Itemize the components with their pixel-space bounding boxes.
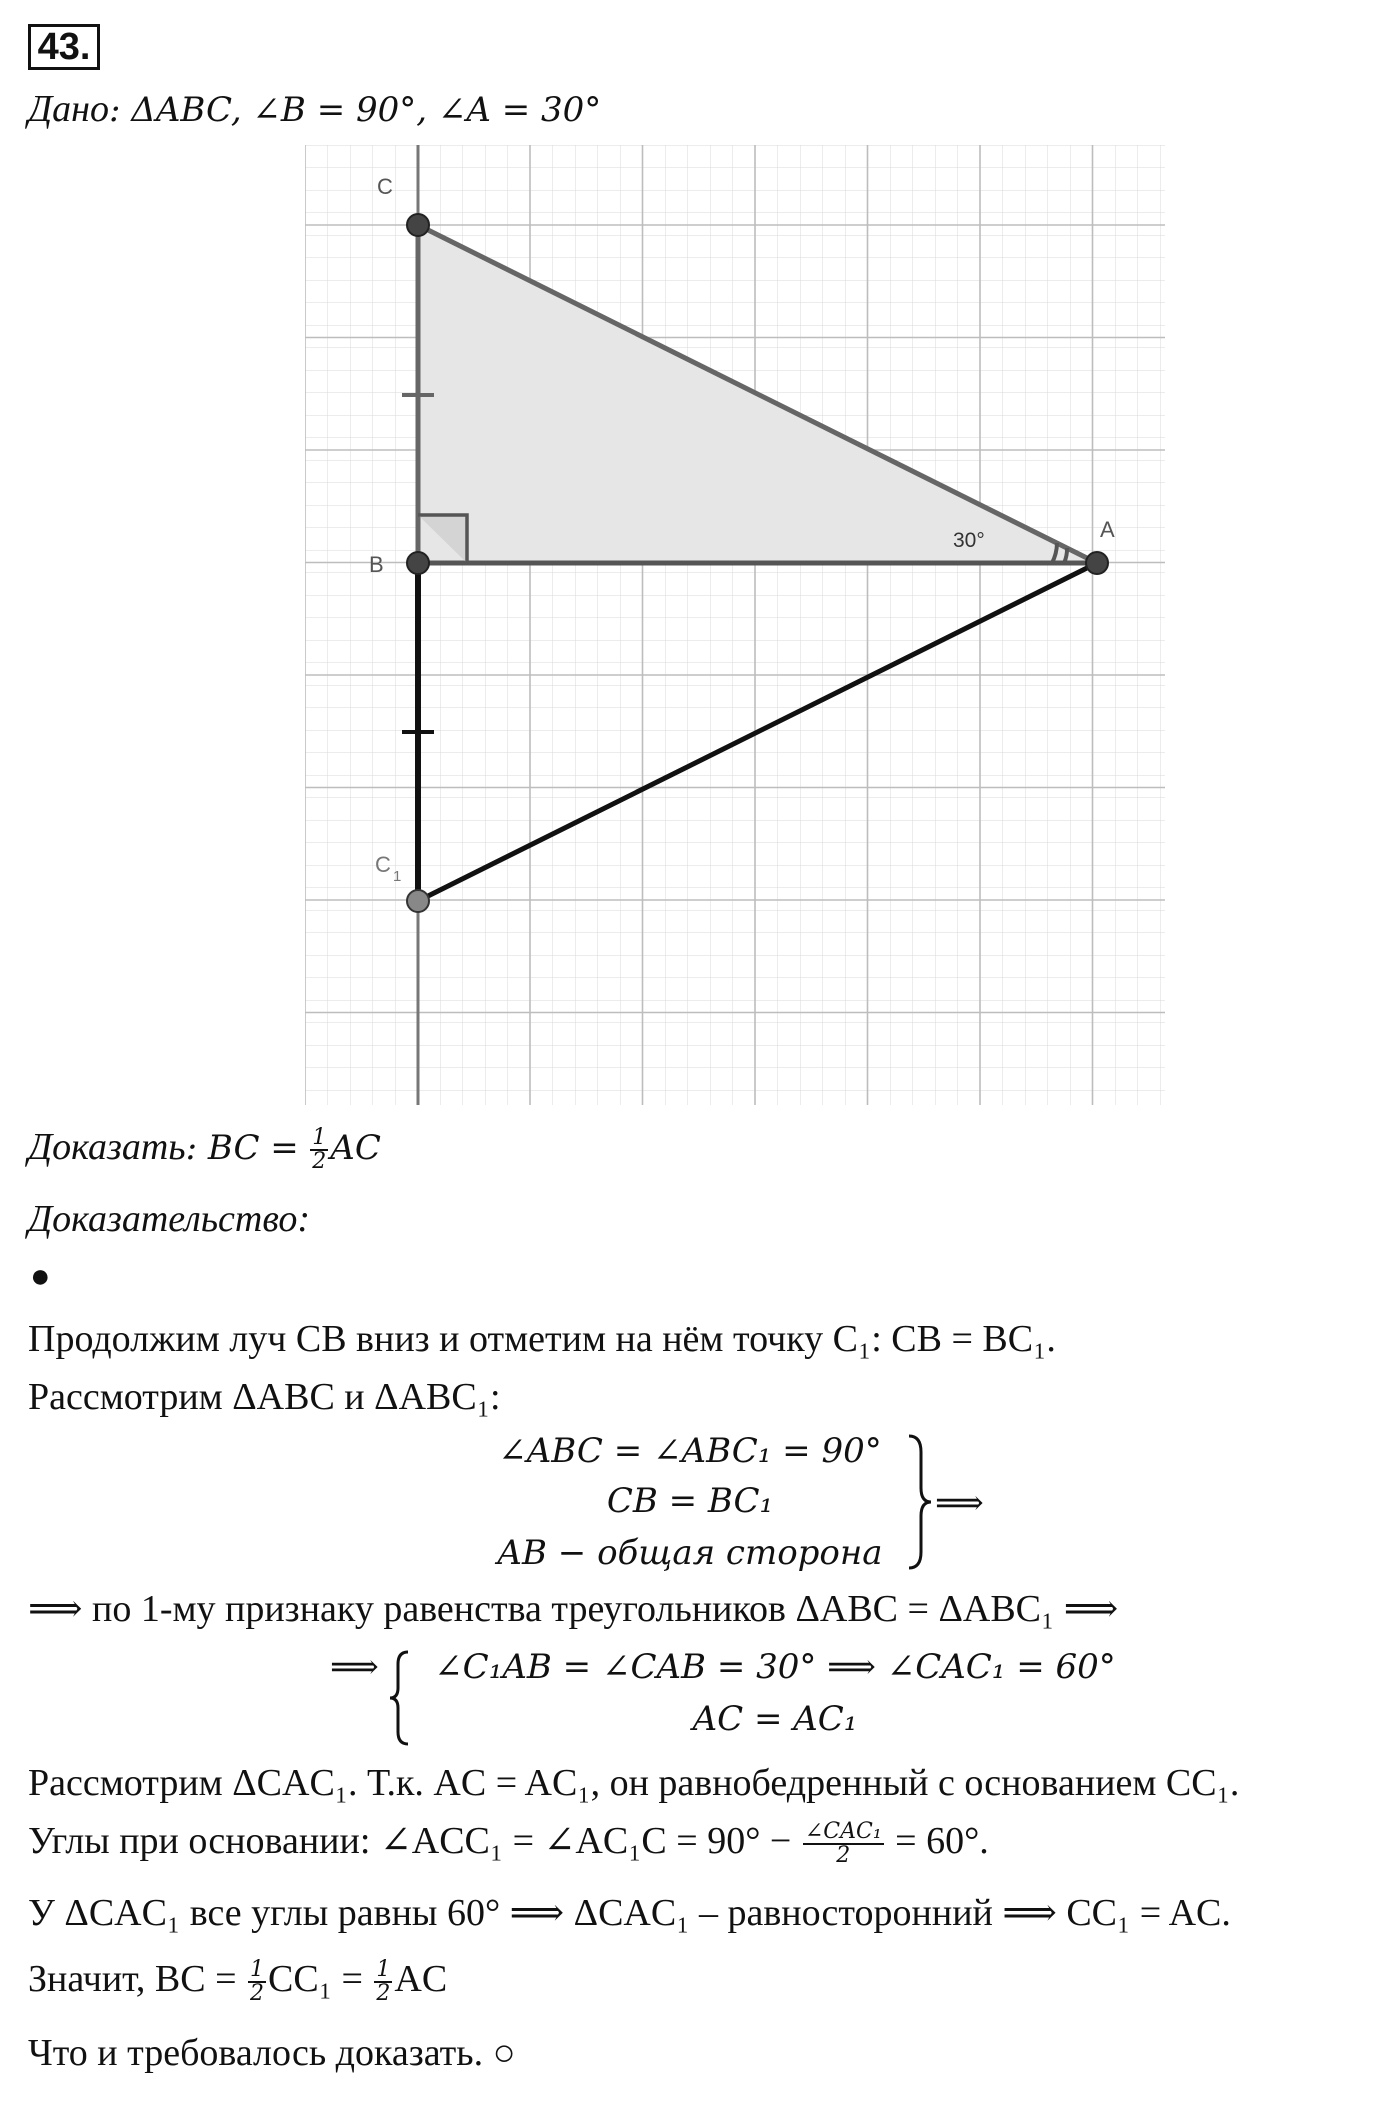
system1-row-3: AB − общая сторона: [497, 1533, 883, 1573]
point-a: [1086, 552, 1108, 574]
proof-line-5: Углы при основании: ∠ACC₁ = ∠AC₁C = 90° − $\frac{\text{∠CAC₁}}{2}$ = 60°.: [28, 1819, 989, 1869]
triangle-figure: [305, 145, 1165, 1105]
angle-fraction: $\frac{\text{∠CAC₁}}{2}$: [804, 1819, 882, 1869]
label-b: B: [369, 552, 384, 577]
system1-row-2: CB = BC₁: [606, 1481, 774, 1521]
point-c1: [407, 890, 429, 912]
problem-number: 43.: [28, 24, 100, 70]
proof-title: Доказательство:: [28, 1198, 311, 1240]
system2-implies: ⟹: [330, 1647, 379, 1687]
point-c: [407, 214, 429, 236]
proof-line-6: У ΔCAC₁ все углы равны 60° ⟹ ΔCAC₁ – равносторонний ⟹ CC₁ = AC.: [28, 1892, 1231, 1934]
label-c1-sub: 1: [393, 868, 402, 885]
prove-label: Доказать: [28, 1126, 186, 1168]
prove-lhs: : BC =: [185, 1128, 299, 1168]
proof-line-4: Рассмотрим ΔCAC₁. Т.к. AC = AC₁, он равнобедренный с основанием CC₁.: [28, 1762, 1240, 1804]
proof-line-7: Значит, BC = $\frac{1}{2}$ CC₁ = $\frac{1}{2}$ AC: [28, 1957, 448, 2007]
given-text: : ΔABC, ∠B = 90°, ∠A = 30°: [109, 90, 602, 130]
given-label: Дано: [28, 88, 110, 130]
label-c: C: [377, 174, 393, 199]
prove-rhs: AC: [330, 1128, 381, 1168]
system2-row-2: AC = AC₁: [692, 1699, 858, 1739]
label-c1: C: [375, 852, 391, 877]
given-line: [28, 86, 601, 133]
system1-implies: ⟹: [935, 1483, 984, 1523]
prove-line: [28, 1124, 381, 1173]
label-a: A: [1100, 517, 1115, 542]
angle-label: 30°: [953, 529, 985, 552]
system1-brace: [905, 1432, 935, 1572]
point-b: [407, 552, 429, 574]
proof-line-2: Рассмотрим ΔABC и ΔABC₁:: [28, 1376, 501, 1418]
proof-conclusion: Что и требовалось доказать. ○: [28, 2032, 516, 2074]
proof-line-1: Продолжим луч CB вниз и отметим на нём точку C₁: CB = BC₁.: [28, 1318, 1056, 1360]
system2-row-1: ∠C₁AB = ∠CAB = 30° ⟹ ∠CAC₁ = 60°: [434, 1647, 1116, 1687]
bullet: ●: [30, 1258, 51, 1295]
prove-fraction: $\frac{1}{2}$: [312, 1125, 327, 1175]
proof-line-3: ⟹ по 1-му признаку равенства треугольников ΔABC = ΔABC₁ ⟹: [28, 1588, 1119, 1630]
system1-row-1: ∠ABC = ∠ABC₁ = 90°: [498, 1431, 882, 1471]
system2-brace: [388, 1648, 412, 1748]
